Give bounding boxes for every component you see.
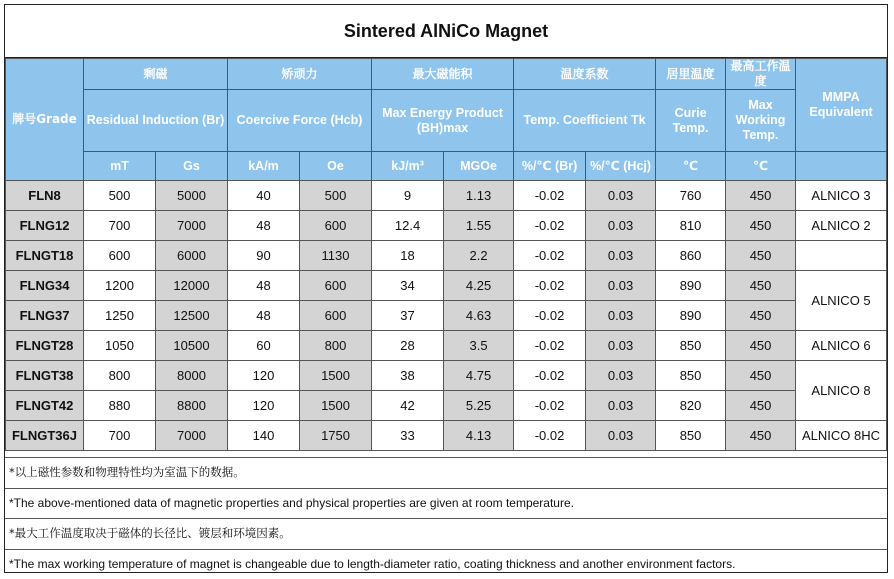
header-energy-cn: 最大磁能积 — [372, 59, 514, 90]
header-energy: Max Energy Product (BH)max — [372, 90, 514, 152]
cell-maxwork: 450 — [726, 391, 796, 421]
unit-curie: ℃ — [656, 152, 726, 181]
cell-kj: 12.4 — [372, 211, 444, 241]
cell-hcj-coef: 0.03 — [586, 391, 656, 421]
table-row — [6, 211, 887, 241]
table-row — [6, 391, 887, 421]
cell-gs: 7000 — [156, 211, 228, 241]
cell-kam: 120 — [228, 361, 300, 391]
cell-mmpa: ALNICO 2 — [796, 211, 887, 241]
cell-gs: 8000 — [156, 361, 228, 391]
cell-mgoe: 4.63 — [444, 301, 514, 331]
cell-gs: 7000 — [156, 421, 228, 451]
cell-maxwork: 450 — [726, 331, 796, 361]
header-coercive-cn: 矫顽力 — [228, 59, 372, 90]
cell-grade: FLNGT36J — [6, 421, 84, 451]
cell-oe: 1130 — [300, 241, 372, 271]
table-row — [6, 361, 887, 391]
cell-kam: 140 — [228, 421, 300, 451]
unit-oe: Oe — [300, 152, 372, 181]
footnotes — [5, 457, 887, 579]
cell-grade: FLNG37 — [6, 301, 84, 331]
header-curie: Curie Temp. — [656, 90, 726, 152]
cell-curie: 760 — [656, 181, 726, 211]
header-mmpa: MMPA Equivalent — [796, 59, 887, 152]
cell-kam: 120 — [228, 391, 300, 421]
cell-gs: 8800 — [156, 391, 228, 421]
cell-grade: FLNGT28 — [6, 331, 84, 361]
cell-mt: 1050 — [84, 331, 156, 361]
cell-oe: 600 — [300, 301, 372, 331]
header-grade: 牌号Grade — [6, 59, 84, 181]
cell-mgoe: 4.25 — [444, 271, 514, 301]
table-row — [6, 271, 887, 301]
cell-mmpa: ALNICO 3 — [796, 181, 887, 211]
cell-kam: 60 — [228, 331, 300, 361]
header-maxwork: Max Working Temp. — [726, 90, 796, 152]
cell-grade: FLNG34 — [6, 271, 84, 301]
cell-mt: 500 — [84, 181, 156, 211]
cell-kj: 42 — [372, 391, 444, 421]
cell-oe: 1500 — [300, 361, 372, 391]
unit-maxwork: ℃ — [726, 152, 796, 181]
cell-maxwork: 450 — [726, 421, 796, 451]
cell-curie: 850 — [656, 361, 726, 391]
cell-mgoe: 4.13 — [444, 421, 514, 451]
cell-curie: 850 — [656, 421, 726, 451]
cell-kam: 48 — [228, 271, 300, 301]
table-row — [6, 241, 887, 271]
page-title: Sintered AlNiCo Magnet — [5, 5, 887, 58]
cell-kj: 37 — [372, 301, 444, 331]
table-body — [6, 181, 887, 451]
footnote-en-room-temp: *The above-mentioned data of magnetic properties and physical properties are given at room temperature. — [5, 488, 887, 519]
cell-mt: 700 — [84, 211, 156, 241]
cell-curie: 890 — [656, 271, 726, 301]
cell-hcj-coef: 0.03 — [586, 361, 656, 391]
cell-mmpa: ALNICO 5 — [796, 271, 887, 331]
cell-mt: 1250 — [84, 301, 156, 331]
header-coercive: Coercive Force (Hcb) — [228, 90, 372, 152]
cell-br-coef: -0.02 — [514, 391, 586, 421]
cell-gs: 6000 — [156, 241, 228, 271]
cell-kam: 40 — [228, 181, 300, 211]
table-row — [6, 181, 887, 211]
cell-maxwork: 450 — [726, 211, 796, 241]
header-maxwork-cn: 最高工作温度 — [726, 59, 796, 90]
cell-grade: FLNG12 — [6, 211, 84, 241]
cell-kam: 48 — [228, 301, 300, 331]
cell-mgoe: 2.2 — [444, 241, 514, 271]
cell-mt: 880 — [84, 391, 156, 421]
cell-hcj-coef: 0.03 — [586, 301, 656, 331]
cell-br-coef: -0.02 — [514, 211, 586, 241]
cell-gs: 12000 — [156, 271, 228, 301]
cell-maxwork: 450 — [726, 241, 796, 271]
cell-oe: 1500 — [300, 391, 372, 421]
cell-br-coef: -0.02 — [514, 181, 586, 211]
cell-gs: 10500 — [156, 331, 228, 361]
unit-kj: kJ/m³ — [372, 152, 444, 181]
cell-kj: 18 — [372, 241, 444, 271]
cell-oe: 600 — [300, 211, 372, 241]
cell-mt: 600 — [84, 241, 156, 271]
cell-kj: 28 — [372, 331, 444, 361]
spec-table — [5, 58, 887, 451]
cell-hcj-coef: 0.03 — [586, 211, 656, 241]
table-header — [6, 59, 887, 181]
cell-grade: FLNGT18 — [6, 241, 84, 271]
header-tempcoef-cn: 温度系数 — [514, 59, 656, 90]
cell-kj: 33 — [372, 421, 444, 451]
cell-mgoe: 4.75 — [444, 361, 514, 391]
cell-maxwork: 450 — [726, 271, 796, 301]
cell-mt: 700 — [84, 421, 156, 451]
unit-br-coef: %/℃ (Br) — [514, 152, 586, 181]
footnote-en-max-working: *The max working temperature of magnet is changeable due to length-diameter ratio, coating thickness and another environment factors. — [5, 549, 887, 579]
footnote-cn-room-temp: *以上磁性参数和物理特性均为室温下的数据。 — [5, 457, 887, 488]
cell-kj: 38 — [372, 361, 444, 391]
unit-mgoe: MGOe — [444, 152, 514, 181]
cell-oe: 500 — [300, 181, 372, 211]
cell-curie: 860 — [656, 241, 726, 271]
cell-kam: 90 — [228, 241, 300, 271]
cell-mt: 1200 — [84, 271, 156, 301]
cell-br-coef: -0.02 — [514, 421, 586, 451]
header-tempcoef: Temp. Coefficient Tk — [514, 90, 656, 152]
cell-oe: 600 — [300, 271, 372, 301]
cell-gs: 12500 — [156, 301, 228, 331]
cell-curie: 820 — [656, 391, 726, 421]
table-row — [6, 421, 887, 451]
cell-mt: 800 — [84, 361, 156, 391]
cell-hcj-coef: 0.03 — [586, 241, 656, 271]
unit-hcj-coef: %/℃ (Hcj) — [586, 152, 656, 181]
cell-kj: 9 — [372, 181, 444, 211]
cell-br-coef: -0.02 — [514, 301, 586, 331]
header-curie-cn: 居里温度 — [656, 59, 726, 90]
cell-br-coef: -0.02 — [514, 331, 586, 361]
cell-br-coef: -0.02 — [514, 241, 586, 271]
footnote-cn-max-working: *最大工作温度取决于磁体的长径比、镀层和环境因素。 — [5, 518, 887, 549]
cell-kj: 34 — [372, 271, 444, 301]
cell-maxwork: 450 — [726, 361, 796, 391]
cell-mgoe: 5.25 — [444, 391, 514, 421]
cell-mgoe: 1.13 — [444, 181, 514, 211]
cell-br-coef: -0.02 — [514, 271, 586, 301]
cell-grade: FLN8 — [6, 181, 84, 211]
unit-mt: mT — [84, 152, 156, 181]
cell-grade: FLNGT38 — [6, 361, 84, 391]
cell-grade: FLNGT42 — [6, 391, 84, 421]
cell-oe: 1750 — [300, 421, 372, 451]
unit-mmpa-blank — [796, 152, 887, 181]
cell-hcj-coef: 0.03 — [586, 271, 656, 301]
cell-hcj-coef: 0.03 — [586, 421, 656, 451]
cell-kam: 48 — [228, 211, 300, 241]
cell-hcj-coef: 0.03 — [586, 331, 656, 361]
unit-kam: kA/m — [228, 152, 300, 181]
cell-oe: 800 — [300, 331, 372, 361]
cell-mmpa-empty — [796, 241, 887, 271]
table-row — [6, 301, 887, 331]
cell-maxwork: 450 — [726, 301, 796, 331]
cell-mgoe: 1.55 — [444, 211, 514, 241]
header-remanence-cn: 剩磁 — [84, 59, 228, 90]
spec-sheet — [4, 4, 888, 573]
cell-mmpa: ALNICO 6 — [796, 331, 887, 361]
cell-mmpa: ALNICO 8HC — [796, 421, 887, 451]
unit-gs: Gs — [156, 152, 228, 181]
cell-curie: 850 — [656, 331, 726, 361]
cell-mmpa: ALNICO 8 — [796, 361, 887, 421]
cell-maxwork: 450 — [726, 181, 796, 211]
table-row — [6, 331, 887, 361]
header-remanence: Residual Induction (Br) — [84, 90, 228, 152]
cell-gs: 5000 — [156, 181, 228, 211]
cell-mgoe: 3.5 — [444, 331, 514, 361]
cell-br-coef: -0.02 — [514, 361, 586, 391]
cell-curie: 810 — [656, 211, 726, 241]
cell-curie: 890 — [656, 301, 726, 331]
cell-hcj-coef: 0.03 — [586, 181, 656, 211]
